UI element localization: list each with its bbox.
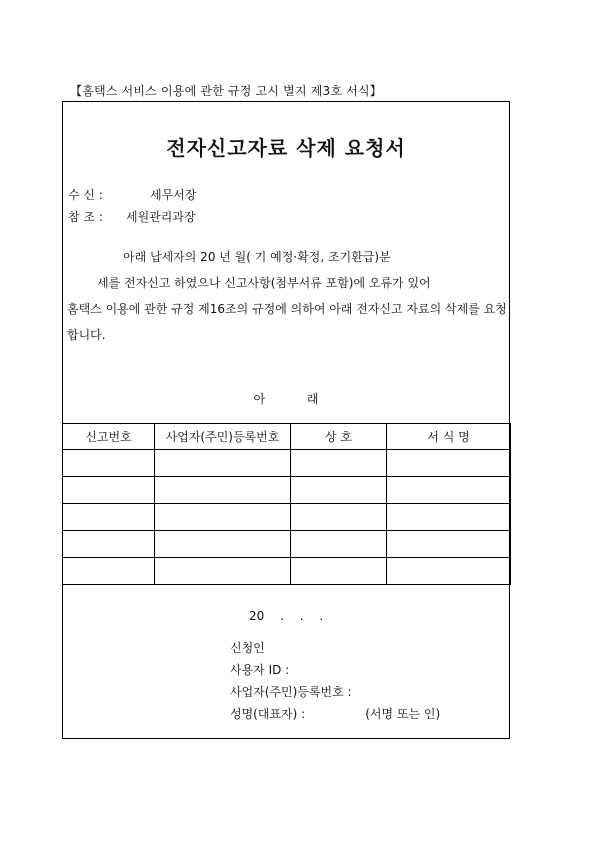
table-cell[interactable]: [63, 450, 155, 477]
form-box: [62, 101, 510, 739]
table-cell[interactable]: [155, 558, 291, 585]
section-label-below: 아 래: [253, 392, 319, 406]
header-report-number: 신고번호: [63, 424, 155, 450]
table-cell[interactable]: [155, 504, 291, 531]
table-cell[interactable]: [291, 531, 387, 558]
table-cell[interactable]: [387, 531, 511, 558]
recipient-to-row: [68, 186, 196, 203]
table-cell[interactable]: [155, 450, 291, 477]
header-registration-number: 사업자(주민)등록번호: [155, 424, 291, 450]
recipient-to-label: 수 신 :: [68, 188, 103, 202]
table-cell[interactable]: [387, 558, 511, 585]
table-cell[interactable]: [387, 450, 511, 477]
user-id-field[interactable]: 사용자 ID :: [230, 663, 290, 677]
table-row: [63, 450, 511, 477]
request-date[interactable]: 20 . . .: [249, 609, 324, 623]
table-cell[interactable]: [387, 504, 511, 531]
request-table: [62, 423, 511, 585]
table-cell[interactable]: [291, 558, 387, 585]
request-body-line1: 아래 납세자의 20 년 월( 기 예정·확정, 조기환급)분: [123, 250, 391, 264]
form-caption: 【홈택스 서비스 이용에 관한 규정 고시 별지 제3호 서식】: [70, 84, 382, 98]
table-cell[interactable]: [291, 504, 387, 531]
table-row: [63, 531, 511, 558]
request-body: [67, 244, 509, 348]
table-cell[interactable]: [291, 477, 387, 504]
registration-number-field[interactable]: 사업자(주민)등록번호 :: [230, 685, 352, 699]
header-business-name: 상 호: [291, 424, 387, 450]
table-cell[interactable]: [155, 477, 291, 504]
table-cell[interactable]: [63, 504, 155, 531]
request-body-line3: 홈택스 이용에 관한 규정 제16조의 규정에 의하여 아래 전자신고 자료의 삭제를 요청합니다.: [67, 302, 507, 342]
table-cell[interactable]: [291, 450, 387, 477]
signature-seal-mark: (서명 또는 인): [365, 707, 441, 721]
table-cell[interactable]: [387, 477, 511, 504]
recipient-cc-label: 참 조 :: [68, 210, 103, 224]
table-row: [63, 477, 511, 504]
representative-name-label: 성명(대표자) :: [230, 707, 306, 721]
applicant-label: 신청인: [230, 641, 265, 655]
form-title: 전자신고자료 삭제 요청서: [166, 136, 406, 160]
representative-name-field[interactable]: [230, 705, 440, 722]
header-form-name: 서 식 명: [387, 424, 511, 450]
table-cell[interactable]: [63, 477, 155, 504]
recipient-to-value: 세무서장: [150, 188, 197, 202]
table-cell[interactable]: [63, 558, 155, 585]
table-cell[interactable]: [63, 531, 155, 558]
table-cell[interactable]: [155, 531, 291, 558]
recipient-cc-value: 세원관리과장: [126, 210, 196, 224]
table-row: [63, 504, 511, 531]
recipient-cc-row: [68, 208, 196, 225]
table-row: [63, 558, 511, 585]
table-header-row: [63, 424, 511, 450]
request-body-line2: 세를 전자신고 하였으나 신고사항(첨부서류 포함)에 오류가 있어: [97, 276, 431, 290]
